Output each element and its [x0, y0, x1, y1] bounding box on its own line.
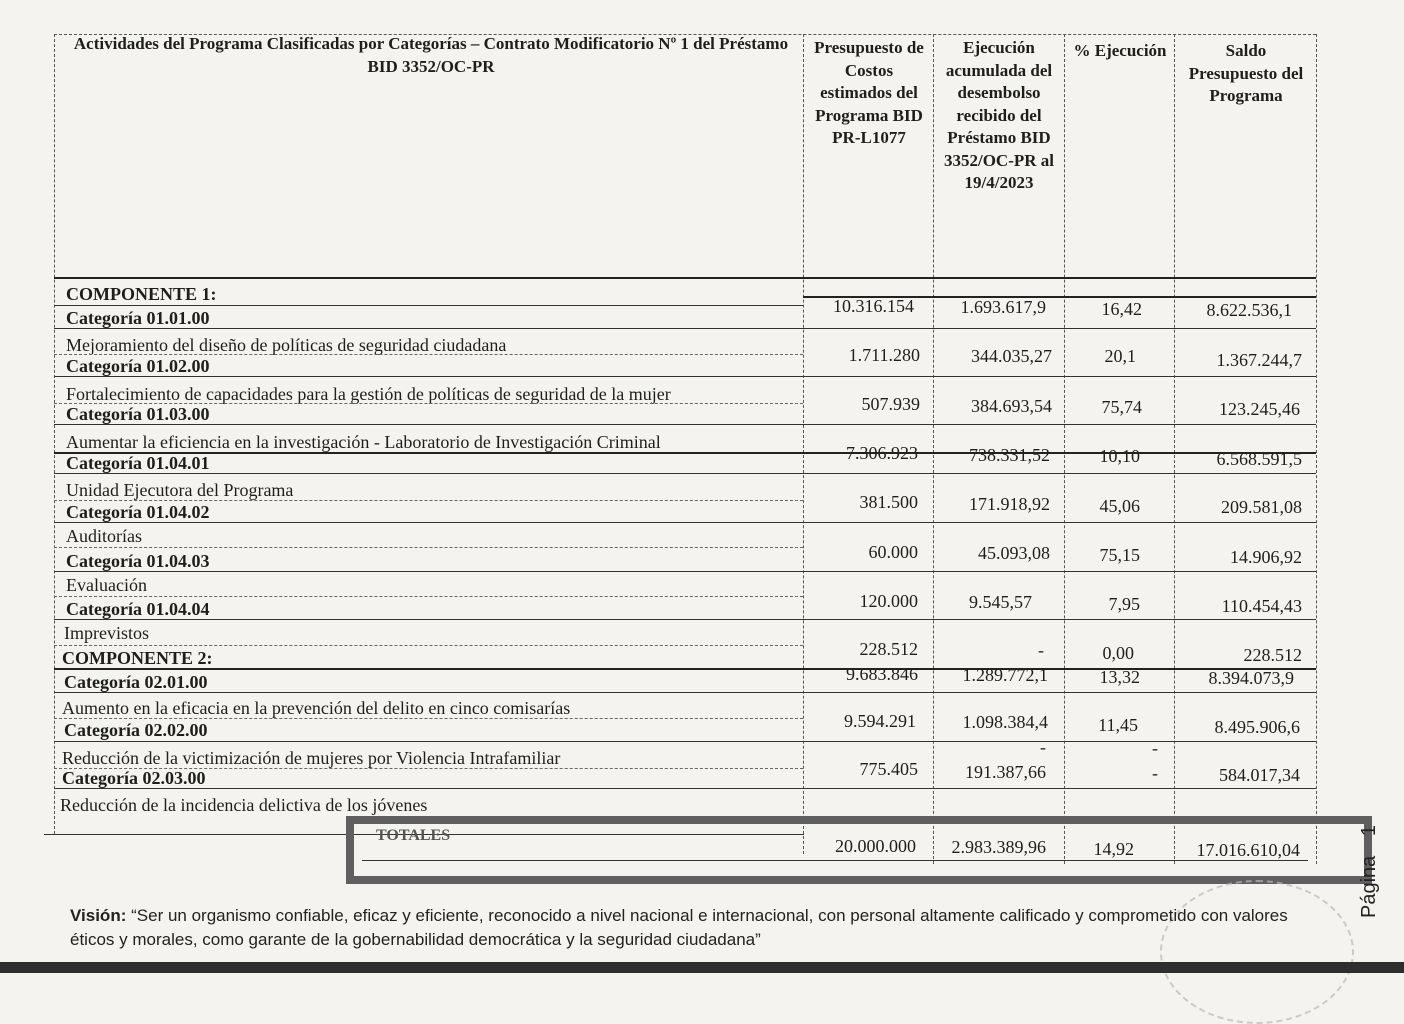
- cell-presupuesto: 381.500: [859, 492, 918, 512]
- totals-presupuesto: 20.000.000: [835, 836, 916, 856]
- row-label: Categoría 01.04.02: [66, 502, 210, 522]
- cell-presupuesto: 7.306.923: [846, 443, 918, 463]
- row-divider: [54, 500, 803, 501]
- row-label: Categoría 01.04.03: [66, 551, 210, 571]
- cell-ejecucion: 738.331,52: [969, 445, 1050, 465]
- row-divider: [54, 473, 1316, 474]
- row-divider: [54, 619, 1316, 620]
- row-divider: [54, 645, 803, 646]
- column-divider: [803, 34, 804, 854]
- row-label: COMPONENTE 1:: [66, 284, 217, 304]
- cell-ejecucion: 384.693,54: [971, 396, 1052, 416]
- cell-saldo: 8.394.073,9: [1208, 668, 1294, 688]
- cell-saldo: 584.017,34: [1219, 765, 1300, 785]
- column-divider: [1174, 34, 1175, 864]
- row-divider: [54, 668, 1316, 670]
- cell-ejecucion: 171.918,92: [969, 494, 1050, 514]
- cell-pct: 75,74: [1101, 397, 1142, 417]
- row-divider: [54, 452, 1316, 454]
- vision-text: “Ser un organismo confiable, eficaz y eficiente, reconocido a nivel nacional e internacional, con personal altamente calificado y comprometido con valores éticos y morales, como garante de la gobernabilidad democrática y la seguridad ciudadana”: [70, 906, 1288, 949]
- row-label: Auditorías: [66, 526, 142, 546]
- bottom-bar: [0, 962, 1404, 973]
- row-divider: [54, 328, 1316, 329]
- row-label: Aumento en la eficacia en la prevención del delito en cinco comisarías: [62, 698, 571, 718]
- header-divider: [54, 277, 1316, 279]
- row-label: Aumentar la eficiencia en la investigación - Laboratorio de Investigación Criminal: [66, 432, 661, 452]
- cell-presupuesto: 9.594.291: [844, 711, 916, 731]
- cell-presupuesto: 60.000: [868, 542, 918, 562]
- row-divider: [54, 354, 803, 355]
- header-activities: Actividades del Programa Clasificadas por Categorías – Contrato Modificatorio Nº 1 del Préstamo BID 3352/OC-PR: [73, 34, 789, 76]
- row-divider: [54, 571, 1316, 572]
- cell-presupuesto: 775.405: [859, 759, 918, 779]
- row-label: Unidad Ejecutora del Programa: [66, 480, 294, 500]
- cell-pct: 75,15: [1099, 545, 1140, 565]
- cell-saldo: 8.622.536,1: [1206, 300, 1292, 320]
- row-divider: [54, 596, 803, 597]
- cell-presupuesto: 120.000: [859, 591, 918, 611]
- cell-presupuesto: 228.512: [859, 639, 918, 659]
- table-border-left: [54, 34, 55, 834]
- totals-pct: 14,92: [1093, 839, 1134, 859]
- row-divider: [54, 692, 1316, 693]
- row-label: Imprevistos: [64, 623, 149, 643]
- cell-saldo: 6.568.591,5: [1216, 449, 1302, 469]
- cell-pct: 13,32: [1099, 667, 1140, 687]
- header-presupuesto: Presupuesto de Costos estimados del Programa BID PR-L1077: [814, 38, 924, 147]
- cell-pct: 11,45: [1098, 715, 1138, 735]
- header-saldo: Saldo Presupuesto del Programa: [1188, 41, 1304, 105]
- cell-pct: -: [1152, 738, 1158, 758]
- row-divider: [54, 741, 1316, 742]
- cell-saldo: 14.906,92: [1230, 547, 1302, 567]
- row-label: Categoría 01.01.00: [66, 308, 210, 328]
- row-label: Fortalecimiento de capacidades para la gestión de políticas de seguridad de la mujer: [66, 384, 671, 404]
- page-label-text: Página: [1358, 855, 1380, 918]
- row-label: COMPONENTE 2:: [62, 648, 213, 668]
- row-divider: [54, 424, 1316, 425]
- vision-statement: [70, 904, 1310, 952]
- cell-ejecucion: -: [1038, 640, 1044, 660]
- cell-saldo: 123.245,46: [1219, 399, 1300, 419]
- cell-ejecucion: -: [1040, 737, 1046, 757]
- cell-presupuesto: 9.683.846: [846, 664, 918, 684]
- row-divider: [54, 522, 1316, 523]
- cell-pct: 20,1: [1104, 346, 1136, 366]
- cell-presupuesto: 10.316.154: [833, 296, 914, 316]
- cell-presupuesto: 1.711.280: [848, 345, 920, 365]
- row-divider: [54, 376, 1316, 377]
- page-label: [1358, 825, 1381, 918]
- cell-pct: 7,95: [1108, 594, 1140, 614]
- vision-label: Visión:: [70, 906, 127, 925]
- table-border-right: [1316, 34, 1317, 864]
- stamp-seal: [1160, 880, 1354, 1024]
- cell-saldo: 8.495.906,6: [1214, 717, 1300, 737]
- header-porcentaje: % Ejecución: [1073, 41, 1167, 60]
- totals-label: TOTALES: [376, 827, 451, 844]
- cell-ejecucion: 9.545,57: [969, 592, 1032, 612]
- column-divider: [933, 34, 934, 864]
- cell-saldo: 1.367.244,7: [1216, 350, 1302, 370]
- row-divider: [54, 305, 803, 306]
- cell-saldo: 228.512: [1243, 645, 1302, 665]
- cell-pct: 10,10: [1099, 446, 1140, 466]
- column-divider: [1064, 34, 1065, 864]
- row-label: Categoría 02.03.00: [62, 768, 206, 788]
- cell-ejecucion: 191.387,66: [965, 762, 1046, 782]
- cell-pct: 16,42: [1101, 299, 1142, 319]
- row-label: Categoría 01.04.04: [66, 599, 210, 619]
- cell-pct: -: [1152, 763, 1158, 783]
- cell-saldo: 110.454,43: [1221, 596, 1302, 616]
- row-label: Categoría 01.04.01: [66, 453, 210, 473]
- cell-pct: 0,00: [1102, 643, 1134, 663]
- row-divider: [54, 718, 803, 719]
- page-number: 1: [1358, 825, 1380, 837]
- header-ejecucion: Ejecución acumulada del desembolso recibido del Préstamo BID 3352/OC-PR al 19/4/2023: [943, 38, 1055, 192]
- row-label: Categoría 01.03.00: [66, 404, 210, 424]
- row-label: Categoría 01.02.00: [66, 356, 210, 376]
- row-divider: [54, 788, 1316, 789]
- row-label: Categoría 02.02.00: [64, 720, 208, 740]
- cell-presupuesto: 507.939: [861, 394, 920, 414]
- highlight-box: [346, 816, 1372, 884]
- cell-ejecucion: 344.035,27: [971, 346, 1052, 366]
- row-label: Mejoramiento del diseño de políticas de seguridad ciudadana: [66, 335, 507, 355]
- row-divider: [54, 547, 803, 548]
- cell-saldo: 209.581,08: [1221, 497, 1302, 517]
- row-label: Reducción de la incidencia delictiva de los jóvenes: [60, 795, 428, 815]
- totals-saldo: 17.016.610,04: [1196, 840, 1300, 860]
- totals-ejecucion: 2.983.389,96: [951, 837, 1046, 857]
- row-label: Reducción de la victimización de mujeres por Violencia Intrafamiliar: [62, 748, 561, 768]
- row-label: Categoría 02.01.00: [64, 672, 208, 692]
- cell-ejecucion: 1.693.617,9: [960, 297, 1046, 317]
- cell-ejecucion: 1.289.772,1: [962, 665, 1048, 685]
- cell-ejecucion: 1.098.384,4: [962, 712, 1048, 732]
- cell-ejecucion: 45.093,08: [978, 543, 1050, 563]
- row-label: Evaluación: [66, 575, 147, 595]
- cell-pct: 45,06: [1099, 496, 1140, 516]
